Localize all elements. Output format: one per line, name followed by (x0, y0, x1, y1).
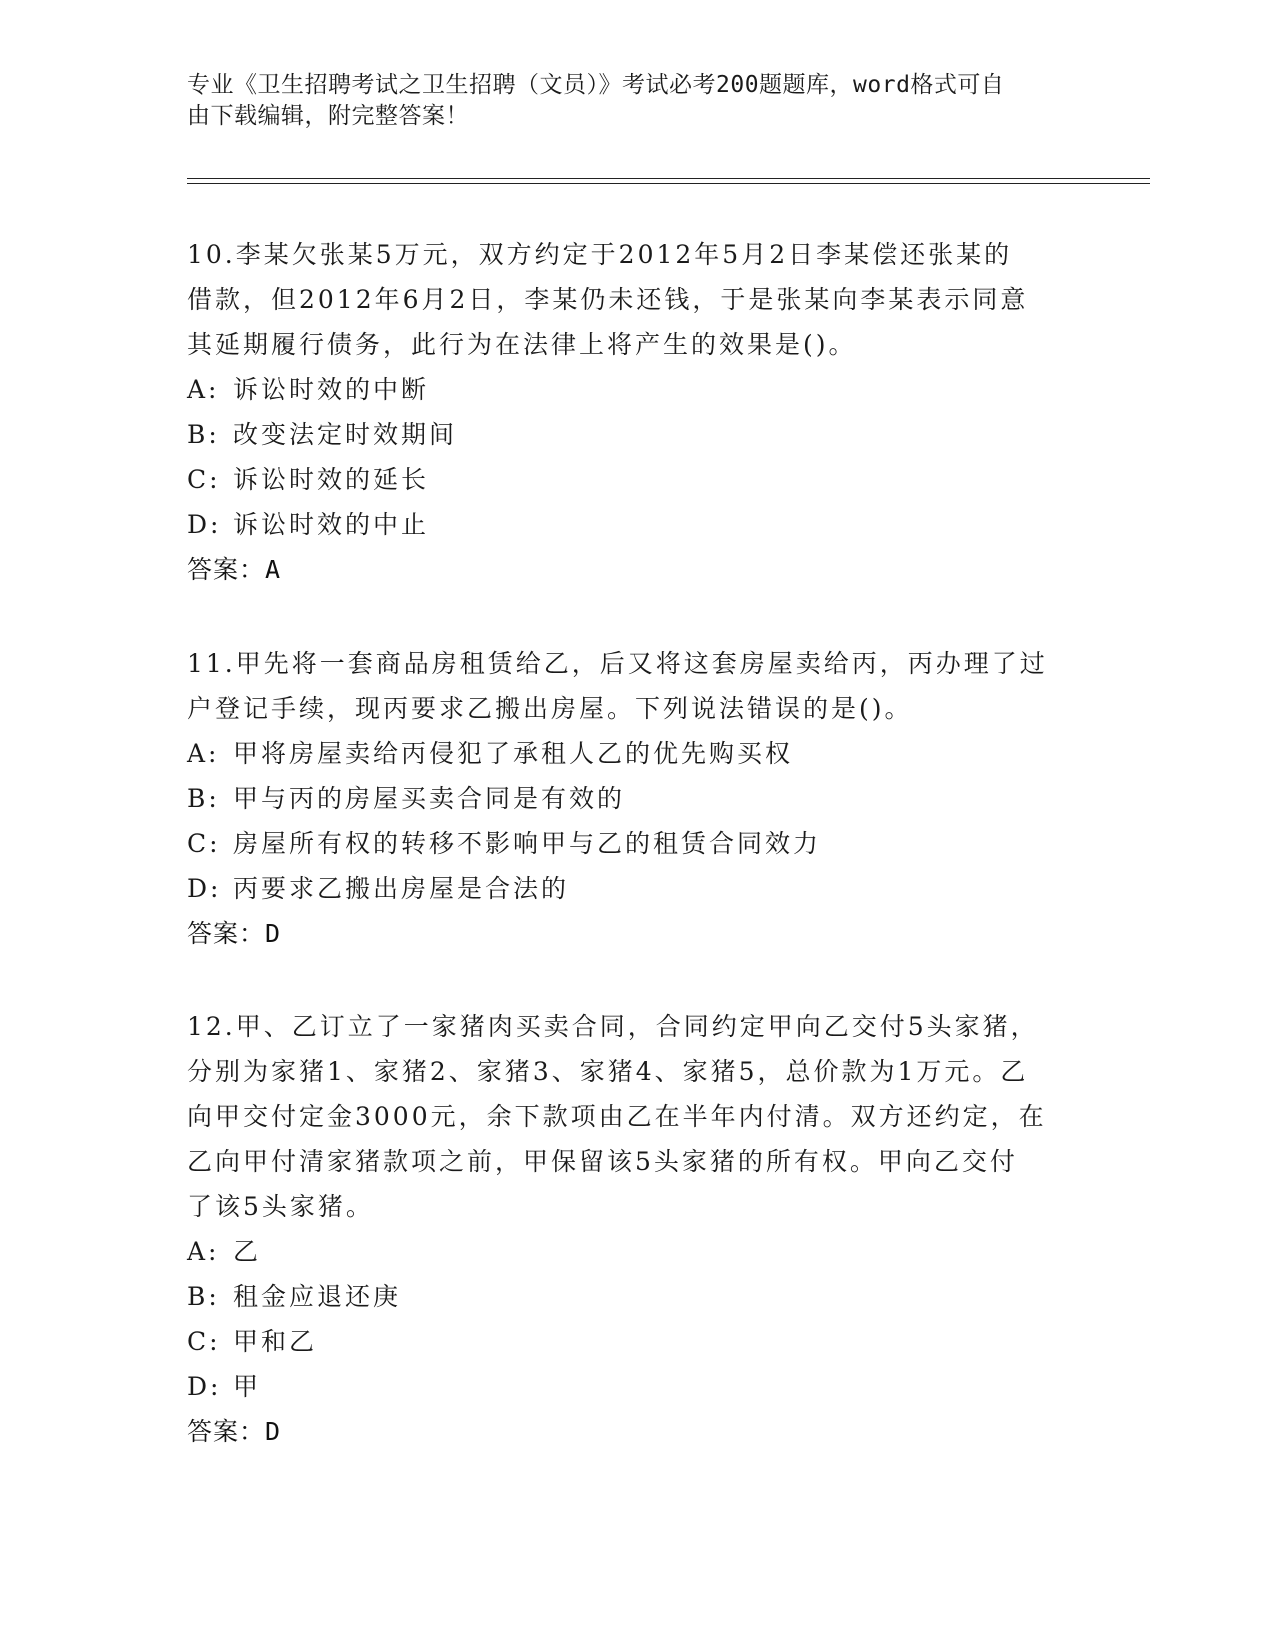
option-d (187, 866, 1087, 911)
option-text: 甲与丙的房屋买卖合同是有效的 (233, 784, 626, 813)
option-a (187, 1229, 1087, 1274)
question-stem-line: 10.李某欠张某5万元，双方约定于2012年5月2日李某偿还张某的 (187, 240, 1013, 269)
question-stem-line: 其延期履行债务，此行为在法律上将产生的效果是()。 (187, 330, 857, 359)
option-text: 丙要求乙搬出房屋是合法的 (233, 874, 570, 903)
option-text: 乙 (233, 1237, 262, 1266)
question-stem-line: 了该5头家猪。 (187, 1192, 374, 1221)
header-line-2: 由下载编辑，附完整答案！ (187, 103, 469, 129)
option-text: 甲 (233, 1372, 262, 1401)
answer-line: 答案：D (187, 919, 282, 948)
header-divider-top (187, 178, 1150, 179)
answer-line: 答案：D (187, 1417, 282, 1446)
option-key: C: (187, 1327, 221, 1356)
option-c (187, 457, 1087, 502)
option-text: 诉讼时效的中止 (233, 510, 430, 539)
option-text: 诉讼时效的延长 (233, 465, 430, 494)
option-a (187, 367, 1087, 412)
question-10 (187, 232, 1087, 592)
option-key: A: (187, 375, 220, 404)
option-text: 甲将房屋卖给丙侵犯了承租人乙的优先购买权 (233, 739, 794, 768)
option-text: 诉讼时效的中断 (233, 375, 430, 404)
option-text: 甲和乙 (233, 1327, 318, 1356)
option-key: A: (187, 1237, 220, 1266)
option-key: D: (187, 874, 222, 903)
question-11 (187, 641, 1087, 956)
option-text: 租金应退还庚 (233, 1282, 402, 1311)
question-stem-line: 11.甲先将一套商品房租赁给乙，后又将这套房屋卖给丙，丙办理了过 (187, 649, 1048, 678)
option-key: C: (187, 829, 221, 858)
option-d (187, 502, 1087, 547)
question-stem-line: 向甲交付定金3000元，余下款项由乙在半年内付清。双方还约定，在 (187, 1102, 1047, 1131)
option-b (187, 1274, 1087, 1319)
option-text: 改变法定时效期间 (233, 420, 458, 449)
question-12 (187, 1004, 1087, 1454)
option-text: 房屋所有权的转移不影响甲与乙的租赁合同效力 (233, 829, 822, 858)
answer-line: 答案：A (187, 555, 282, 584)
option-a (187, 731, 1087, 776)
option-key: C: (187, 465, 221, 494)
option-d (187, 1364, 1087, 1409)
option-b (187, 412, 1087, 457)
question-stem-line: 乙向甲付清家猪款项之前，甲保留该5头家猪的所有权。甲向乙交付 (187, 1147, 1018, 1176)
question-stem-line: 借款，但2012年6月2日，李某仍未还钱，于是张某向李某表示同意 (187, 285, 1029, 314)
option-c (187, 1319, 1087, 1364)
header-divider-bottom (187, 183, 1150, 184)
option-key: B: (187, 1282, 220, 1311)
option-key: D: (187, 1372, 222, 1401)
option-key: B: (187, 420, 220, 449)
question-stem-line: 户登记手续，现丙要求乙搬出房屋。下列说法错误的是()。 (187, 694, 913, 723)
option-key: D: (187, 510, 222, 539)
document-header (187, 70, 1087, 132)
option-c (187, 821, 1087, 866)
option-b (187, 776, 1087, 821)
header-line-1: 专业《卫生招聘考试之卫生招聘（文员）》考试必考200题题库，word格式可自 (187, 72, 1005, 98)
question-stem-line: 分别为家猪1、家猪2、家猪3、家猪4、家猪5，总价款为1万元。乙 (187, 1057, 1029, 1086)
question-stem-line: 12.甲、乙订立了一家猪肉买卖合同，合同约定甲向乙交付5头家猪， (187, 1012, 1039, 1041)
option-key: A: (187, 739, 220, 768)
option-key: B: (187, 784, 220, 813)
